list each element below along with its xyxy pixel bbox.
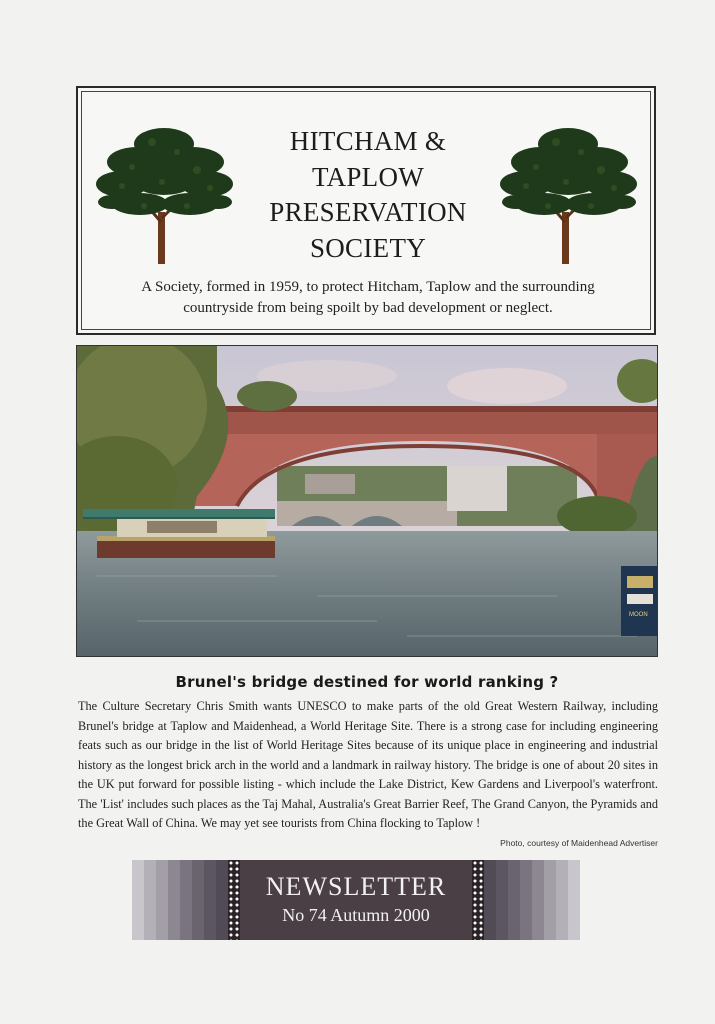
banner-stripe [216, 860, 228, 940]
banner-stripe [484, 860, 496, 940]
banner-stripe [532, 860, 544, 940]
banner-stripe [520, 860, 532, 940]
title-line: SOCIETY [309, 232, 427, 263]
banner-center [240, 860, 472, 940]
banner-stripe [508, 860, 520, 940]
photo-credit: Photo, courtesy of Maidenhead Advertiser [500, 838, 658, 848]
banner-stripes-left [132, 860, 228, 940]
bridge-photo-illustration [77, 346, 657, 656]
banner-stripe [556, 860, 568, 940]
article-headline: Brunel's bridge destined for world ranking ? [175, 673, 559, 691]
article-body: The Culture Secretary Chris Smith wants UNESCO to make parts of the old Great Western Railway, including Brunel's bridge at Taplow and Maidenhead, a World Heritage Site. There is a strong case for including engineering feats such as our bridge in the list of World Heritage Sites because of its unique place in engineering and industrial history as the longest brick arch in the world and a landmark in railway history. The bridge is one of about 20 sites in the UK put forward for possible listing - which include the Lake District, Kew Gardens and Liverpool's waterfront. The 'List' includes such places as the Taj Mahal, Australia's Great Barrier Reef, The Grand Canyon, the Pyramids and the Great Wall of China. We may yet see tourists from China flocking to Taplow ! [78, 699, 658, 830]
banner-stripes-right [484, 860, 580, 940]
tagline-line: countryside from being spoilt by bad development or neglect. [183, 300, 553, 316]
bridge-photo [76, 345, 658, 657]
tree-icon [496, 122, 640, 267]
banner-lace-border [228, 860, 240, 940]
banner-lace-border [472, 860, 484, 940]
society-tagline [108, 277, 628, 319]
banner-stripe [156, 860, 168, 940]
banner-stripe [168, 860, 180, 940]
society-title [228, 124, 508, 266]
title-line: PRESERVATION [269, 197, 467, 227]
masthead-box [76, 86, 656, 335]
title-line: HITCHAM & [289, 126, 447, 156]
banner-stripe [192, 860, 204, 940]
banner-stripe [204, 860, 216, 940]
newsletter-title: NEWSLETTER [265, 872, 447, 901]
banner-stripe [132, 860, 144, 940]
boat-nameplate: MOON [629, 612, 648, 618]
moored-boat [621, 566, 657, 636]
banner-stripe [568, 860, 580, 940]
banner-stripe [144, 860, 156, 940]
banner-stripe [496, 860, 508, 940]
banner-stripe [544, 860, 556, 940]
newsletter-banner [132, 860, 596, 940]
banner-stripe [180, 860, 192, 940]
title-line: TAPLOW [311, 161, 425, 192]
newsletter-issue: No 74 Autumn 2000 [282, 905, 430, 925]
tree-icon [92, 122, 236, 267]
tagline-line: A Society, formed in 1959, to protect Hitcham, Taplow and the surrounding [141, 279, 595, 295]
